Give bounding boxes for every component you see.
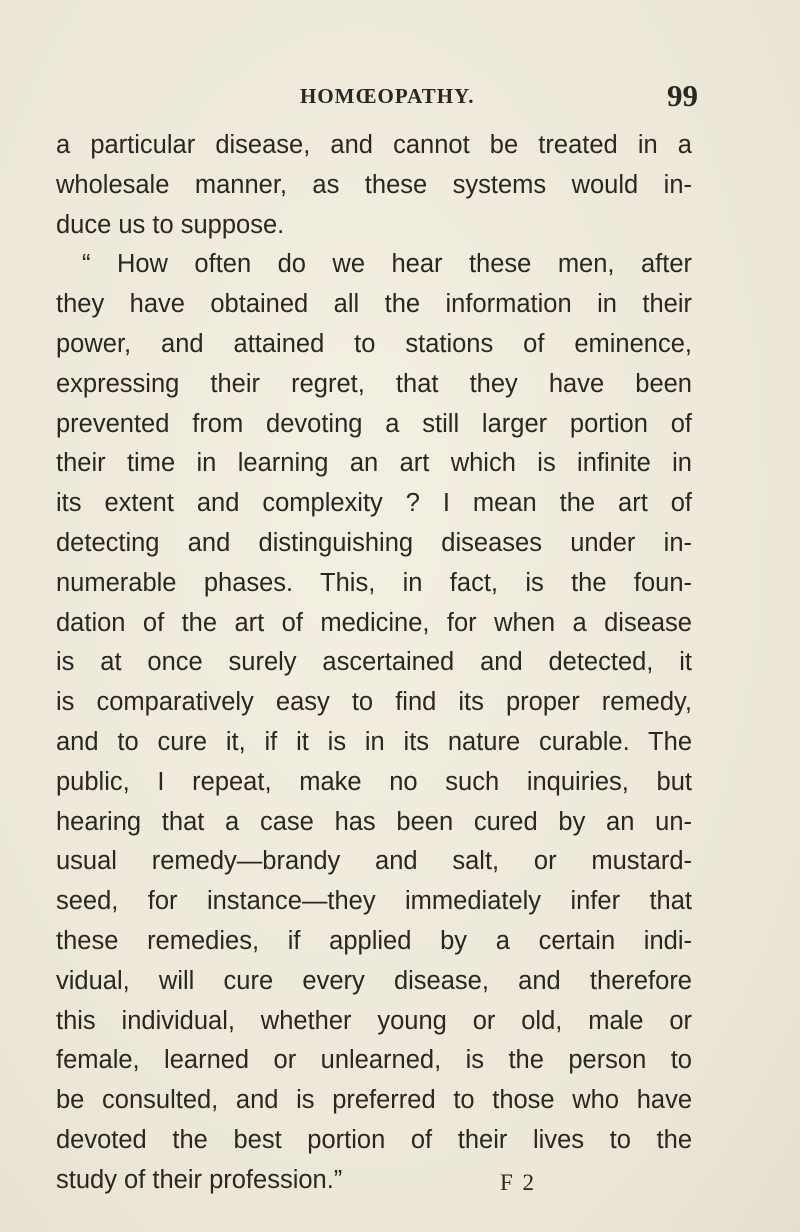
text-line: “ How often do we hear these men, after (82, 250, 692, 279)
text-line: this individual, whether young or old, male or (56, 1006, 692, 1035)
text-line: is comparatively easy to find its proper remedy, (56, 688, 692, 717)
text-line: duce us to suppose. (56, 210, 285, 239)
text-line: be consulted, and is preferred to those who have (56, 1086, 692, 1115)
text-line: expressing their regret, that they have been (56, 369, 692, 398)
text-line: they have obtained all the information in their (56, 290, 692, 319)
text-line: detecting and distinguishing diseases under in- (56, 528, 692, 557)
text-line: seed, for instance—they immediately infer that (56, 887, 692, 916)
text-line: vidual, will cure every disease, and therefore (56, 966, 692, 995)
signature-mark: F 2 (500, 1170, 537, 1195)
text-line: wholesale manner, as these systems would in- (56, 170, 692, 199)
page-number: 99 (667, 78, 698, 113)
text-line: is at once surely ascertained and detected, it (56, 648, 692, 677)
text-line: numerable phases. This, in fact, is the foun- (56, 568, 692, 597)
text-line: a particular disease, and cannot be treated in a (56, 131, 692, 159)
text-line: its extent and complexity ? I mean the art of (56, 489, 692, 518)
text-line: power, and attained to stations of eminence, (56, 329, 692, 358)
text-line: female, learned or unlearned, is the person to (56, 1046, 692, 1075)
text-line: their time in learning an art which is infinite in (56, 449, 692, 478)
text-line: hearing that a case has been cured by an un- (56, 807, 692, 836)
text-line: usual remedy—brandy and salt, or mustard- (56, 847, 692, 876)
text-line: and to cure it, if it is in its nature curable. The (56, 727, 692, 756)
text-line: these remedies, if applied by a certain indi- (56, 926, 692, 955)
text-line: public, I repeat, make no such inquiries, but (56, 767, 692, 796)
text-line: study of their profession.” (56, 1165, 343, 1194)
body-text (56, 126, 692, 1201)
text-line: prevented from devoting a still larger portion of (56, 409, 692, 438)
text-line: dation of the art of medicine, for when a disease (56, 608, 692, 637)
running-head-title: HOMŒOPATHY. (300, 84, 475, 108)
text-line: devoted the best portion of their lives to the (56, 1125, 692, 1154)
running-head (60, 80, 740, 120)
